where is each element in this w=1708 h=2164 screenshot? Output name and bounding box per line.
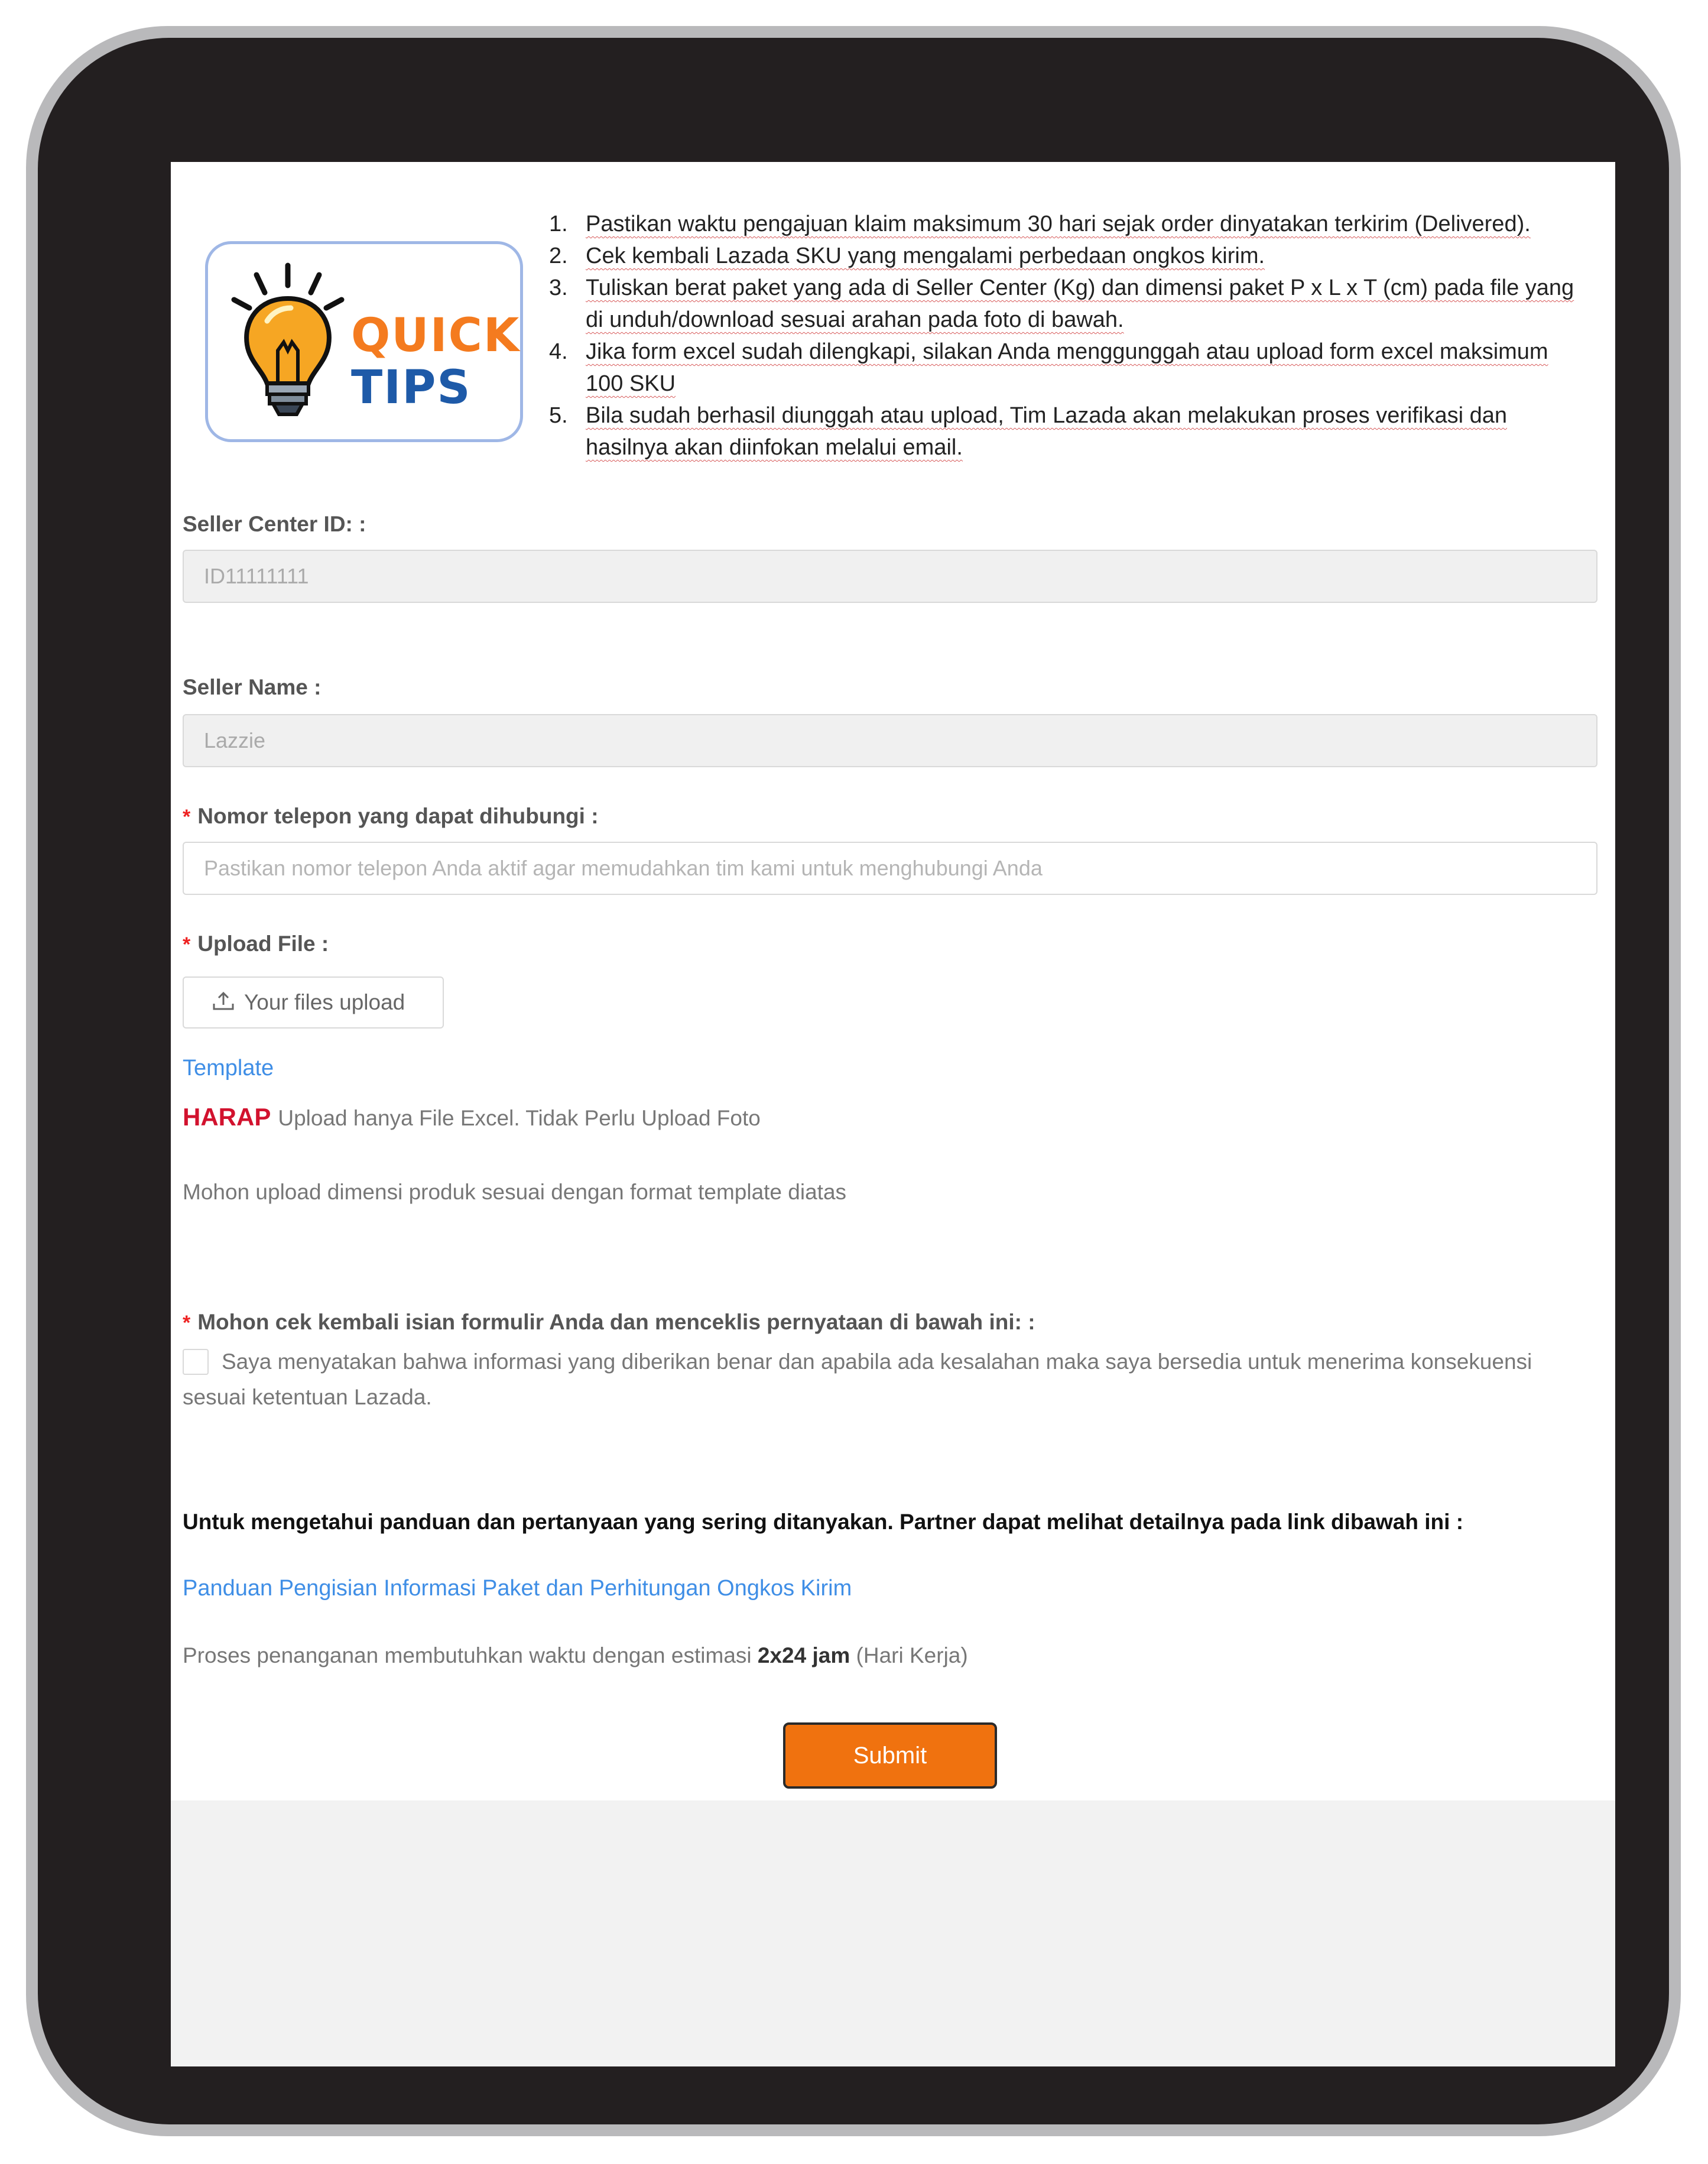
- seller-name-label: Seller Name :: [183, 675, 322, 699]
- tip-item: 4. Jika form excel sudah dilengkapi, silakan Anda menggunggah atau upload form excel maksimum 100 SKU: [549, 339, 1548, 396]
- seller-id-label: Seller Center ID: :: [183, 512, 366, 536]
- required-mark: *: [183, 806, 191, 828]
- upload-button-label: Your files upload: [244, 990, 405, 1014]
- lightbulb-icon: [226, 262, 350, 427]
- agreement-checkbox[interactable]: [183, 1349, 209, 1375]
- tablet-frame: [26, 26, 1681, 2136]
- statement-text: Saya menyatakan bahwa informasi yang diberikan benar dan apabila ada kesalahan maka saya bersedia untuk menerima konsekuensi sesuai ketentuan Lazada.: [183, 1349, 1532, 1409]
- upload-icon: [212, 979, 235, 1029]
- required-mark: *: [183, 933, 191, 956]
- screen: [171, 162, 1615, 2066]
- guide-link[interactable]: Panduan Pengisian Informasi Paket dan Perhitungan Ongkos Kirim: [183, 1576, 852, 1601]
- process-note: Proses penanganan membutuhkan waktu dengan estimasi 2x24 jam (Hari Kerja): [183, 1643, 968, 1667]
- tip-item: 3. Tuliskan berat paket yang ada di Seller Center (Kg) dan dimensi paket P x L x T (cm) pada file yang di unduh/download sesuai arahan pada foto di bawah.: [549, 275, 1574, 332]
- tip-item: 2. Cek kembali Lazada SKU yang mengalami perbedaan ongkos kirim.: [549, 244, 1265, 268]
- logo-quick-text: QUICK: [351, 309, 521, 362]
- tablet-bezel: [38, 38, 1669, 2124]
- tips-list: [549, 208, 1589, 463]
- harap-warning: HARAP: [183, 1103, 271, 1131]
- phone-input[interactable]: Pastikan nomor telepon Anda aktif agar memudahkan tim kami untuk menghubungi Anda: [183, 842, 1597, 895]
- logo-tips-text: TIPS: [351, 361, 472, 414]
- seller-id-field: ID11111111: [183, 550, 1597, 603]
- harap-note: HARAP Upload hanya File Excel. Tidak Perlu Upload Foto: [183, 1103, 761, 1131]
- upload-label: * Upload File :: [183, 932, 329, 956]
- dimension-note: Mohon upload dimensi produk sesuai dengan format template diatas: [183, 1180, 847, 1204]
- process-estimate: 2x24 jam: [757, 1643, 850, 1667]
- quick-tips-logo: [205, 241, 523, 442]
- tip-item: 5. Bila sudah berhasil diunggah atau upload, Tim Lazada akan melakukan proses verifikasi dan hasilnya akan diinfokan melalui email.: [549, 403, 1507, 460]
- phone-label: * Nomor telepon yang dapat dihubungi :: [183, 804, 599, 828]
- upload-button[interactable]: [183, 976, 444, 1029]
- submit-button[interactable]: Submit: [783, 1722, 997, 1789]
- template-link[interactable]: Template: [183, 1056, 274, 1081]
- seller-name-field: Lazzie: [183, 714, 1597, 767]
- form-panel: [171, 162, 1615, 1800]
- guide-heading: Untuk mengetahui panduan dan pertanyaan yang sering ditanyakan. Partner dapat melihat detailnya pada link dibawah ini :: [183, 1510, 1464, 1534]
- confirm-label: * Mohon cek kembali isian formulir Anda dan menceklis pernyataan di bawah ini: :: [183, 1310, 1035, 1334]
- tip-item: 1. Pastikan waktu pengajuan klaim maksimum 30 hari sejak order dinyatakan terkirim (Delivered).: [549, 212, 1531, 236]
- required-mark: *: [183, 1312, 191, 1334]
